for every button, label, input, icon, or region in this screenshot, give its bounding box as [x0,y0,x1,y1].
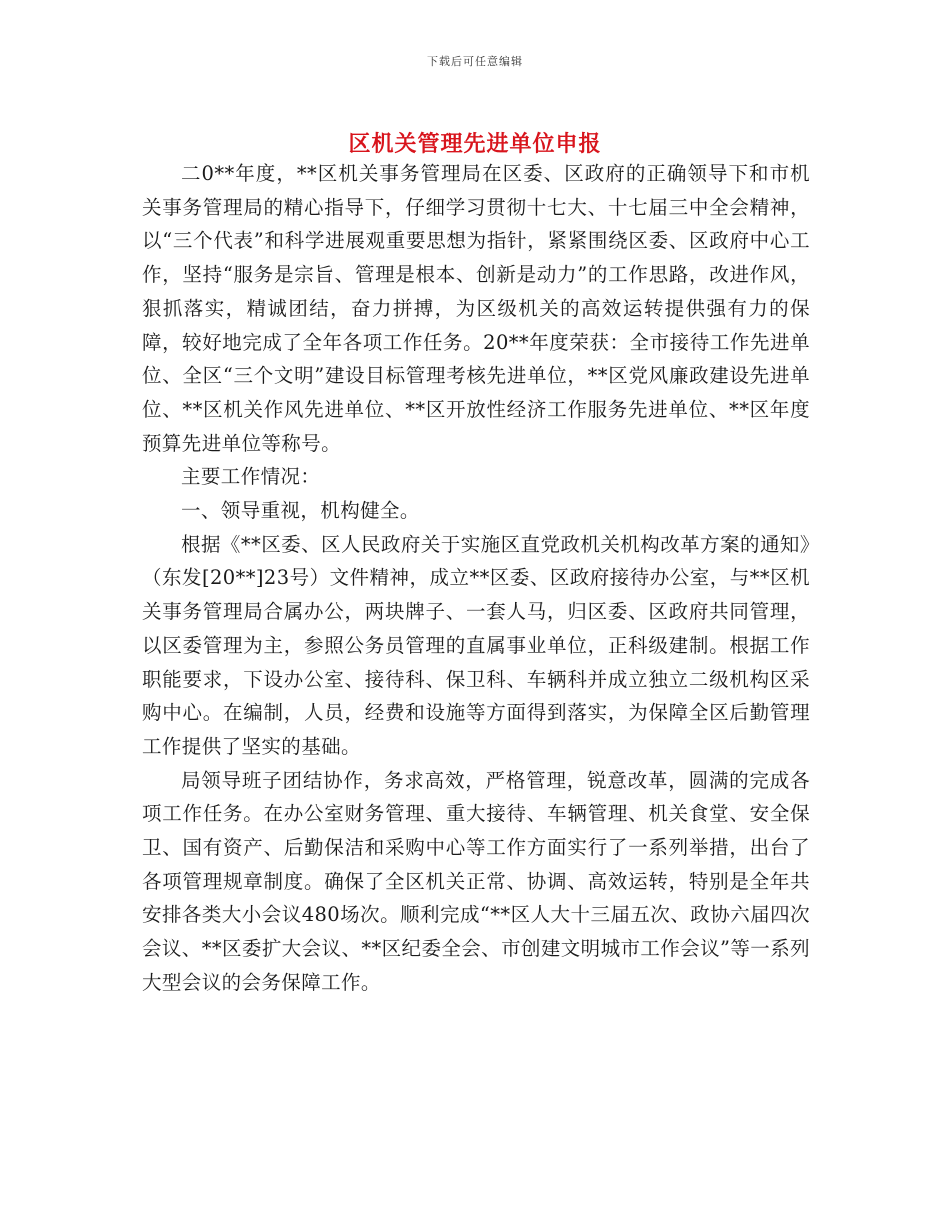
paragraph-organization: 根据《**区委、区人民政府关于实施区直党政机关机构改革方案的通知》（东发[20**]23号）文件精神，成立**区委、区政府接待办公室，与**区机关事务管理局合属办公，两块牌子、一套人马，归区委、区政府共同管理，以区委管理为主，参照公务员管理的直属事业单位，正科级建制。根据工作职能要求，下设办公室、接待科、保卫科、车辆科并成立独立二级机构区采购中心。在编制，人员，经费和设施等方面得到落实，为保障全区后勤管理工作提供了坚实的基础。 [142,532,810,758]
document-title: 区机关管理先进单位申报 [348,130,602,157]
paragraph-leadership: 局领导班子团结协作，务求高效，严格管理，锐意改革，圆满的完成各项工作任务。在办公室财务管理、重大接待、车辆管理、机关食堂、安全保卫、国有资产、后勤保洁和采购中心等工作方面实行了一系列举措，出台了各项管理规章制度。确保了全区机关正常、协调、高效运转，特别是全年共安排各类大小会议480场次。顺利完成“**区人大十三届五次、政协六届四次会议、**区委扩大会议、**区纪委全会、市创建文明城市工作会议”等一系列大型会议的会务保障工作。 [142,768,810,994]
paragraph-main-work-heading: 主要工作情况： [181,465,321,489]
header-note: 下载后可任意编辑 [427,55,523,68]
paragraph-intro: 二0**年度，**区机关事务管理局在区委、区政府的正确领导下和市机关事务管理局的精心指导下，仔细学习贯彻十七大、十七届三中全会精神，以“三个代表”和科学进展观重要思想为指针，紧紧围绕区委、区政府中心工作，坚持“服务是宗旨、管理是根本、创新是动力”的工作思路，改进作风，狠抓落实，精诚团结，奋力拼搏，为区级机关的高效运转提供强有力的保障，较好地完成了全年各项工作任务。20**年度荣获：全市接待工作先进单位、全区“三个文明”建设目标管理考核先进单位，**区党风廉政建设先进单位、**区机关作风先进单位、**区开放性经济工作服务先进单位、**区年度预算先进单位等称号。 [142,162,810,455]
document-body [142,157,810,1000]
paragraph-section-one-heading: 一、领导重视，机构健全。 [181,499,420,523]
